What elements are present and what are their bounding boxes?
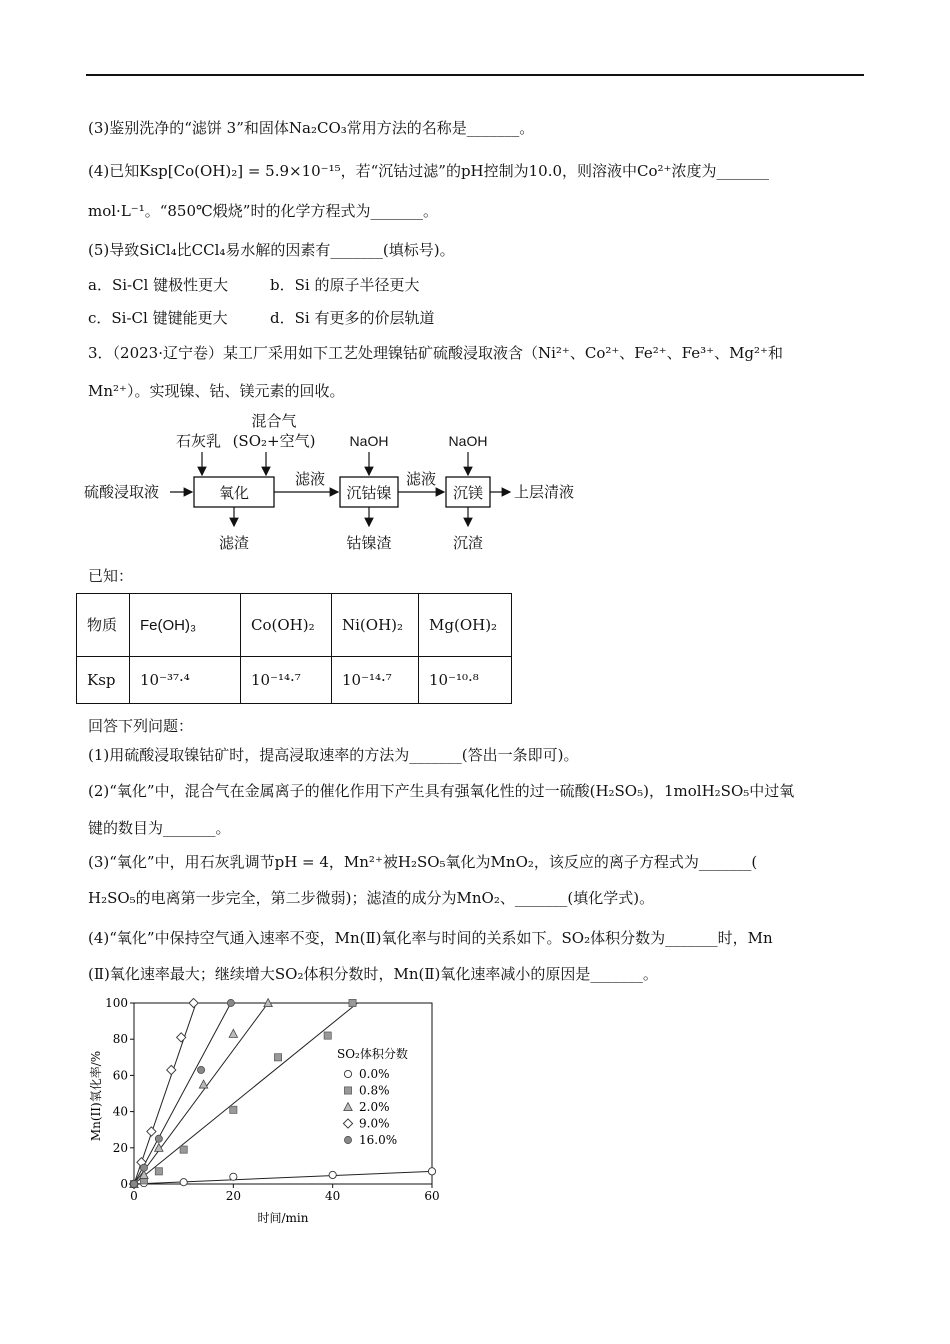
part-4-cont: (Ⅱ)氧化速率最大；继续增大SO₂体积分数时，Mn(Ⅱ)氧化速率减小的原因是_______。	[88, 965, 658, 983]
data-point	[197, 1066, 204, 1073]
y-tick-label: 0	[120, 1177, 128, 1191]
answer-intro: 回答下列问题：	[88, 717, 194, 735]
data-point	[130, 1180, 137, 1187]
x-axis-label: 时间/min	[257, 1211, 309, 1225]
legend-marker	[344, 1087, 351, 1094]
legend-entry: 16.0%	[359, 1133, 398, 1147]
process-flow-diagram	[84, 408, 604, 556]
table-compound: Mg(OH)₂	[419, 594, 512, 657]
data-point	[155, 1135, 162, 1142]
flow-box1: 氧化	[218, 484, 250, 502]
flow-filtrate1: 滤液	[294, 470, 326, 488]
part-4: (4)“氧化”中保持空气通入速率不变，Mn(Ⅱ)氧化率与时间的关系如下。SO₂体积分数为_______时，Mn	[88, 929, 773, 947]
flow-lime: 石灰乳	[176, 432, 222, 450]
flow-res2: 钴镍渣	[346, 534, 392, 552]
problem-3-stem-cont: Mn²⁺）。实现镍、钴、镁元素的回收。	[88, 382, 345, 400]
table-header-label: 物质	[77, 594, 130, 657]
x-tick-label: 0	[130, 1189, 138, 1203]
y-axis-label: Mn(II)氧化率/%	[89, 1050, 103, 1142]
legend-title: SO₂体积分数	[337, 1047, 408, 1061]
part-2: (2)“氧化”中，混合气在金属离子的催化作用下产生具有强氧化性的过一硫酸(H₂SO₅)，1molH₂SO₅中过氧	[88, 782, 795, 800]
table-row-label: Ksp	[77, 657, 130, 704]
data-point	[230, 1106, 237, 1113]
y-tick-label: 100	[105, 996, 128, 1010]
series-line	[134, 1171, 432, 1184]
table-compound: Fe(OH)₃	[130, 594, 241, 657]
part-1: (1)用硫酸浸取镍钴矿时，提高浸取速率的方法为_______(答出一条即可)。	[88, 746, 579, 764]
legend-marker	[344, 1070, 351, 1077]
known-label: 已知：	[88, 567, 134, 585]
legend-entry: 2.0%	[359, 1100, 390, 1114]
option-d: d．Si 有更多的价层轨道	[270, 309, 435, 327]
question-3-line: (3)鉴别洗净的“滤饼 3”和固体Na₂CO₃常用方法的名称是_______。	[88, 119, 535, 137]
data-point	[229, 1029, 237, 1037]
flow-out: 上层清液	[514, 483, 575, 501]
data-point	[155, 1143, 163, 1151]
ksp-table	[76, 593, 512, 704]
data-point	[180, 1146, 187, 1153]
table-value: 10⁻¹⁴·⁷	[332, 657, 419, 704]
data-point	[155, 1168, 162, 1175]
part-2-cont: 键的数目为_______。	[88, 819, 231, 837]
data-point	[189, 998, 198, 1007]
flow-res3: 沉渣	[452, 534, 484, 552]
legend-marker	[343, 1119, 352, 1128]
question-4-line: (4)已知Ksp[Co(OH)₂] = 5.9×10⁻¹⁵，若“沉钴过滤”的pH控制为10.0，则溶液中Co²⁺浓度为_______	[88, 162, 769, 180]
table-value: 10⁻¹⁰·⁸	[419, 657, 512, 704]
problem-3-stem: 3．（2023·辽宁卷）某工厂采用如下工艺处理镍钴矿硫酸浸取液含（Ni²⁺、Co²⁺、Fe²⁺、Fe³⁺、Mg²⁺和	[88, 344, 783, 362]
series-line	[134, 1003, 231, 1184]
y-tick-label: 20	[112, 1140, 128, 1155]
flow-mix2: (SO₂+空气)	[232, 432, 316, 450]
legend-entry: 0.0%	[359, 1067, 390, 1081]
data-point	[324, 1032, 331, 1039]
y-tick-label: 40	[112, 1104, 128, 1119]
y-tick-label: 80	[112, 1032, 128, 1047]
data-point	[230, 1173, 237, 1180]
option-b: b．Si 的原子半径更大	[270, 276, 420, 294]
data-point	[428, 1168, 435, 1175]
legend-entry: 9.0%	[359, 1116, 390, 1131]
data-point	[199, 1080, 207, 1088]
data-point	[329, 1171, 336, 1178]
legend-marker	[344, 1136, 351, 1143]
part-3-cont: H₂SO₅的电离第一步完全，第二步微弱)；滤渣的成分为MnO₂、_______(填化学式)。	[88, 889, 655, 907]
flow-naoh2: NaOH	[448, 433, 488, 449]
option-a: a．Si-Cl 键极性更大	[88, 276, 229, 294]
table-value: 10⁻³⁷·⁴	[130, 657, 241, 704]
oxidation-rate-chart	[86, 990, 456, 1230]
x-tick-label: 60	[424, 1189, 440, 1203]
data-point	[180, 1179, 187, 1186]
legend-marker	[344, 1103, 352, 1111]
data-point	[147, 1127, 156, 1136]
flow-box3: 沉镁	[452, 484, 484, 502]
legend-entry: 0.8%	[359, 1083, 390, 1098]
series-line	[134, 1003, 358, 1184]
flow-naoh1: NaOH	[349, 433, 389, 449]
series-line	[134, 1003, 268, 1184]
table-compound: Co(OH)₂	[241, 594, 332, 657]
x-tick-label: 20	[225, 1189, 241, 1203]
y-tick-label: 60	[112, 1068, 128, 1083]
flow-filtrate2: 滤液	[405, 470, 437, 488]
table-compound: Ni(OH)₂	[332, 594, 419, 657]
series-line	[134, 1003, 196, 1184]
flow-box2: 沉钴镍	[346, 484, 392, 502]
table-value: 10⁻¹⁴·⁷	[241, 657, 332, 704]
header-rule	[86, 74, 864, 76]
question-5-line: (5)导致SiCl₄比CCl₄易水解的因素有_______(填标号)。	[88, 241, 455, 259]
x-tick-label: 40	[325, 1189, 341, 1203]
data-point	[227, 999, 234, 1006]
flow-feed: 硫酸浸取液	[84, 483, 160, 501]
data-point	[349, 999, 356, 1006]
flow-mix1: 混合气	[251, 412, 297, 430]
data-point	[177, 1033, 186, 1042]
question-4-line-cont: mol·L⁻¹。“850℃煅烧”时的化学方程式为_______。	[88, 202, 438, 220]
data-point	[140, 1164, 147, 1171]
data-point	[274, 1054, 281, 1061]
flow-res1: 滤渣	[218, 534, 250, 552]
part-3: (3)“氧化”中，用石灰乳调节pH = 4，Mn²⁺被H₂SO₅氧化为MnO₂，该反应的离子方程式为_______(	[88, 853, 758, 871]
option-c: c．Si-Cl 键键能更大	[88, 309, 228, 327]
